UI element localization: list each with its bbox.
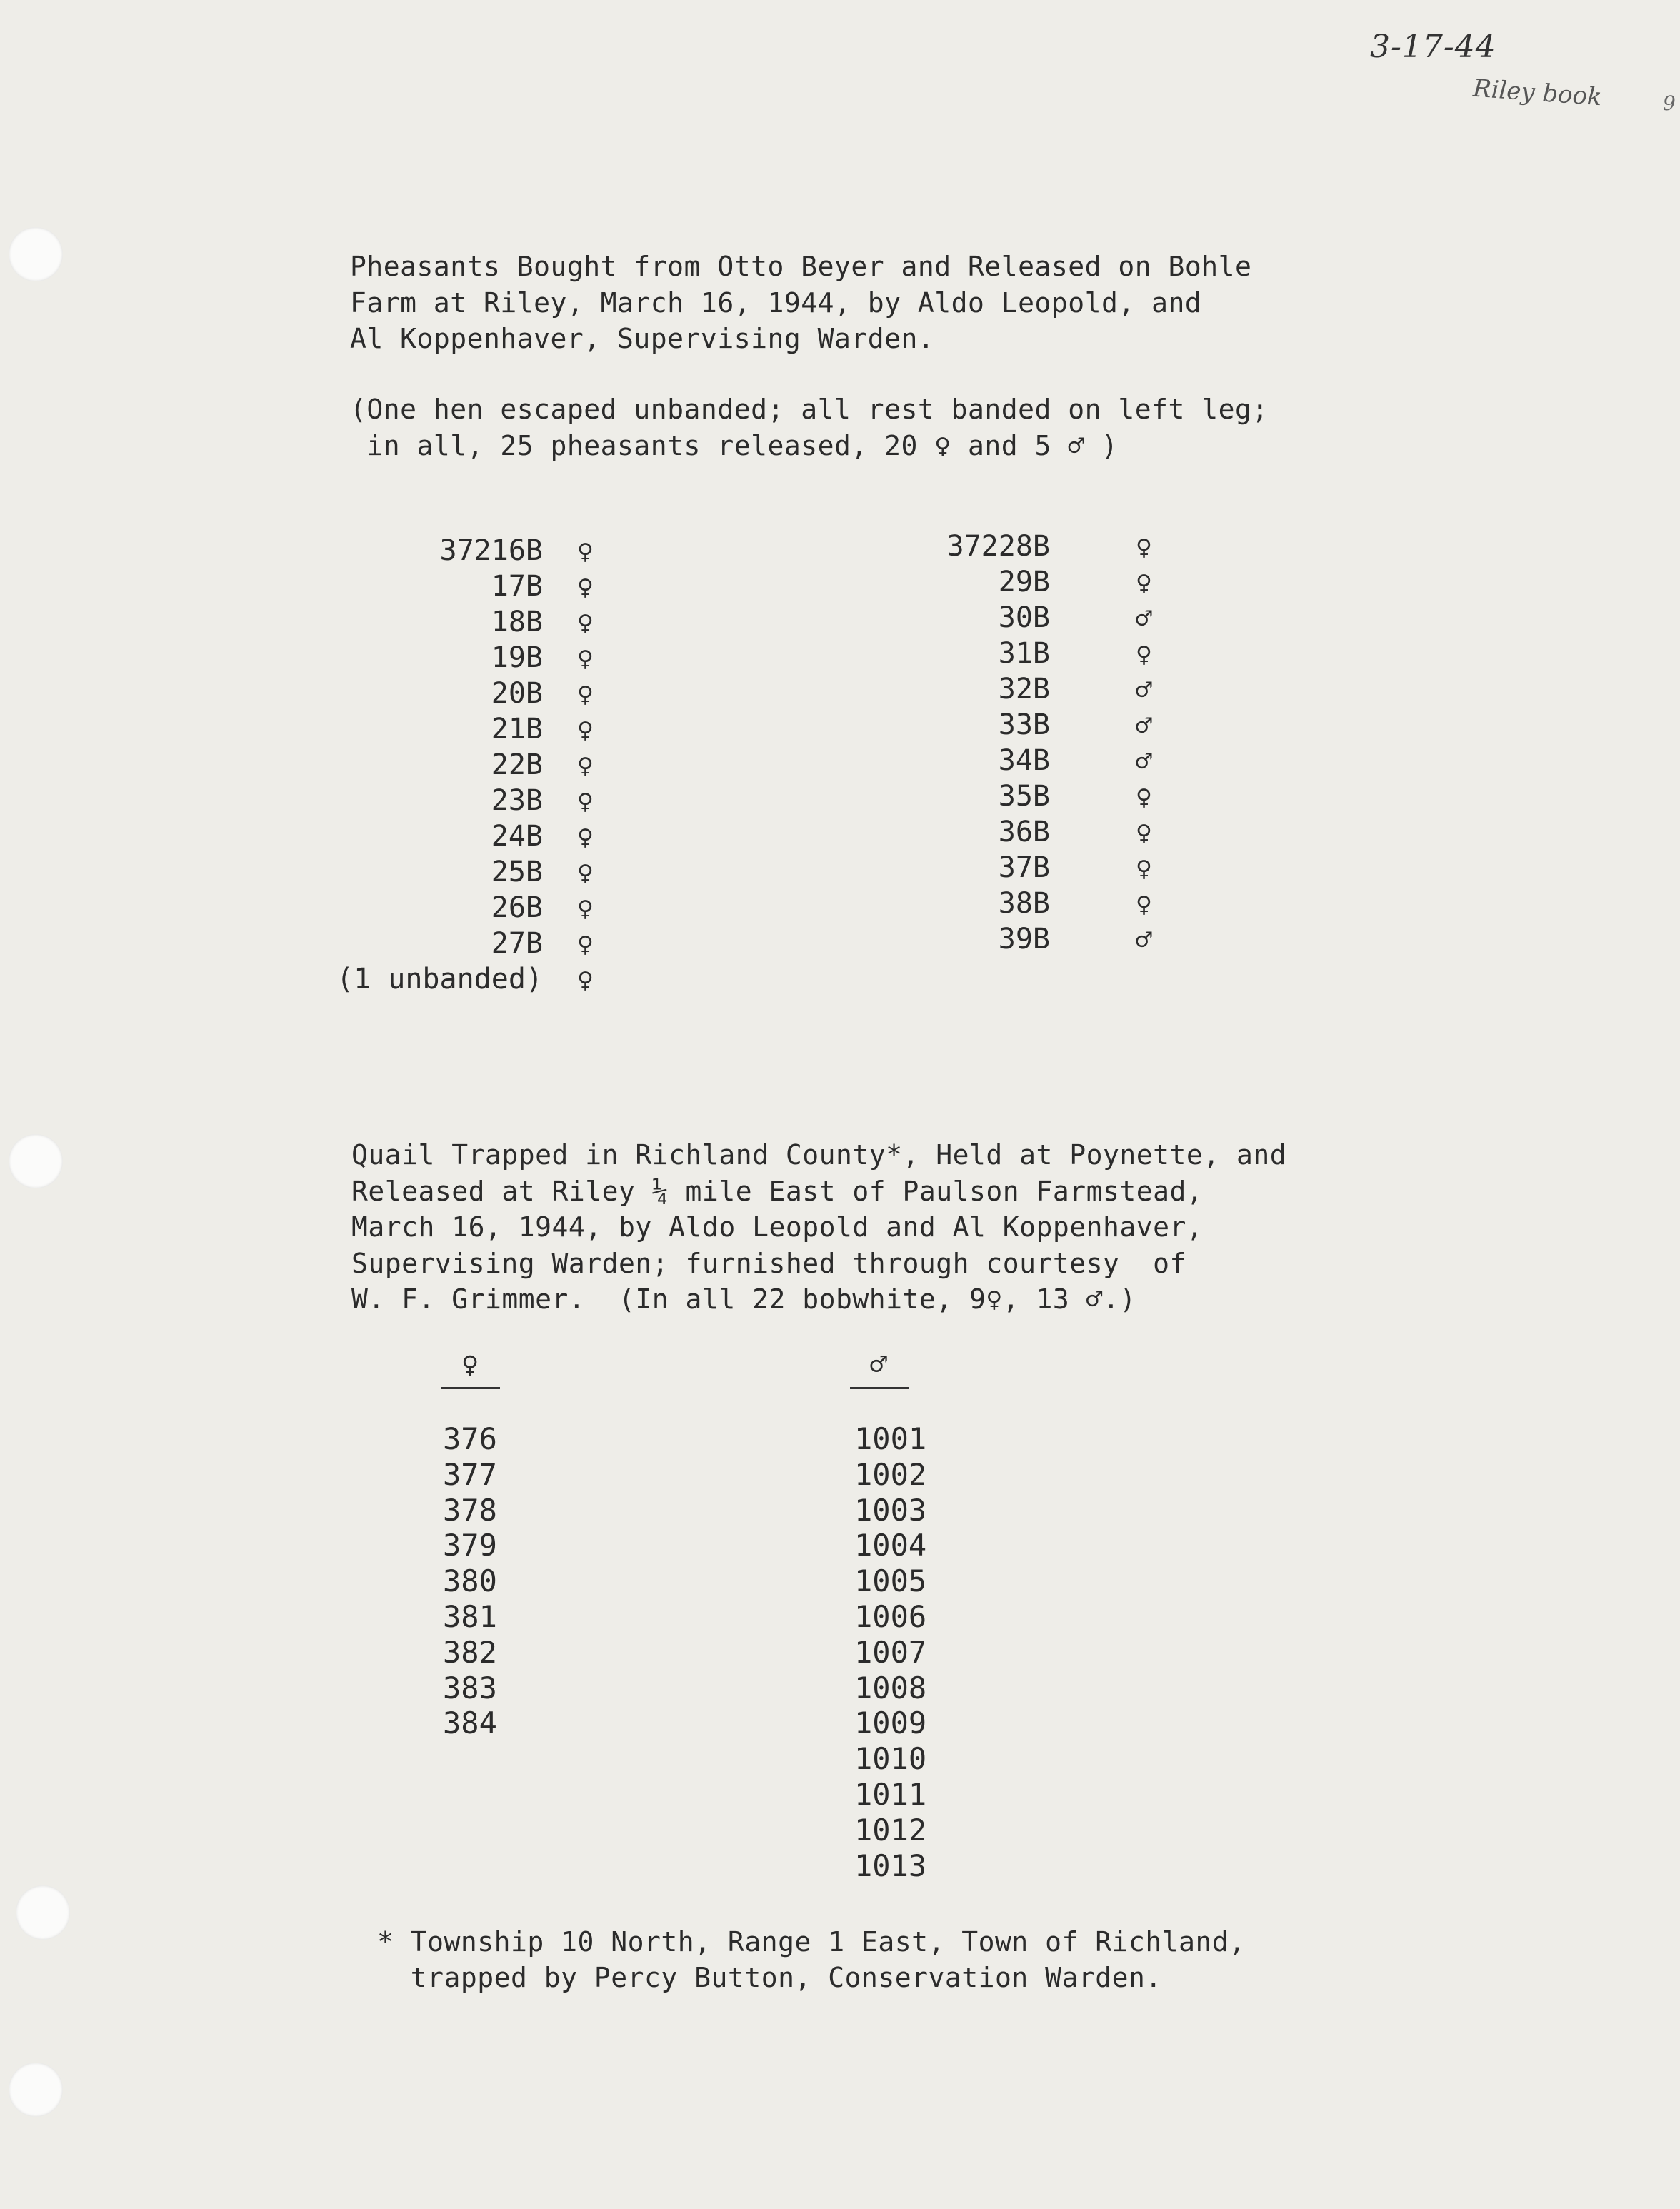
sex-symbol: ♀: [577, 928, 594, 960]
sex-symbol: ♀: [1136, 638, 1152, 670]
band-number: 26B: [491, 891, 543, 924]
band-number: 1004: [854, 1528, 927, 1563]
band-number: 17B: [491, 570, 543, 603]
band-number: 384: [443, 1705, 497, 1741]
heading-line: Quail Trapped in Richland County*, Held at Poynette, and: [351, 1139, 1287, 1171]
band-number: 24B: [491, 820, 543, 853]
sex-symbol: ♀: [577, 643, 594, 674]
sex-symbol: ♀: [577, 536, 594, 567]
sex-symbol: ♀: [577, 893, 594, 924]
band-number: 1009: [854, 1705, 927, 1741]
sex-symbol: ♀: [577, 571, 594, 603]
page-mark: 9: [1663, 91, 1676, 115]
handwritten-date: 3-17-44: [1370, 29, 1496, 65]
band-number: 379: [443, 1528, 497, 1563]
band-number: 376: [443, 1421, 497, 1456]
band-number: 27B: [491, 927, 543, 960]
band-number: 30B: [998, 601, 1050, 634]
female-header-rule: [441, 1387, 500, 1389]
sex-symbol: ♂: [1136, 603, 1152, 634]
band-number: 31B: [998, 637, 1050, 670]
sex-symbol: ♀: [577, 714, 594, 746]
note-line: in all, 25 pheasants released, 20 ♀ and 5 ♂ ): [350, 429, 1119, 461]
heading-line: March 16, 1944, by Aldo Leopold and Al Koppenhaver,: [351, 1211, 1204, 1243]
band-number: 35B: [998, 780, 1050, 813]
quail-heading: [351, 1137, 1286, 1318]
footnote: [377, 1924, 1246, 1995]
band-number: 377: [443, 1456, 497, 1492]
sex-symbol: ♀: [1136, 567, 1152, 598]
heading-line: Released at Riley ¼ mile East of Paulson Farmstead,: [351, 1175, 1204, 1207]
sex-symbol: ♀: [577, 821, 594, 853]
sex-symbol: ♀: [577, 964, 594, 996]
band-number: 36B: [998, 816, 1050, 848]
band-number: 39B: [998, 923, 1050, 956]
band-number: 1006: [854, 1599, 927, 1634]
band-number: 21B: [491, 713, 543, 746]
band-number: 378: [443, 1492, 497, 1528]
sex-symbol: ♀: [577, 857, 594, 888]
sex-symbol: ♂: [1136, 674, 1152, 706]
band-number: 32B: [998, 673, 1050, 706]
punch-hole: [9, 227, 63, 281]
band-number: 20B: [491, 677, 543, 710]
sex-symbol: ♂: [1136, 710, 1152, 741]
sex-symbol: ♂: [1136, 924, 1152, 956]
band-number: 383: [443, 1670, 497, 1705]
band-number: 37B: [998, 851, 1050, 884]
band-number: 382: [443, 1634, 497, 1670]
band-number: 1010: [854, 1741, 927, 1777]
band-number: 1011: [854, 1777, 927, 1812]
heading-line: Farm at Riley, March 16, 1944, by Aldo Leopold, and: [350, 286, 1202, 319]
sex-symbol: ♀: [1136, 817, 1152, 848]
band-number: 25B: [491, 856, 543, 888]
sex-symbol: ♀: [1136, 531, 1152, 563]
band-number: (1 unbanded): [336, 963, 543, 996]
band-number: 37228B: [946, 530, 1050, 563]
heading-line: Supervising Warden; furnished through courtesy of: [351, 1247, 1186, 1279]
band-number: 1003: [854, 1492, 927, 1528]
sex-symbol: ♀: [577, 678, 594, 710]
band-number: 1002: [854, 1456, 927, 1492]
footnote-line: trapped by Percy Button, Conservation Warden.: [377, 1962, 1162, 1993]
band-number: 38B: [998, 887, 1050, 920]
band-number: 1008: [854, 1670, 927, 1705]
heading-line: W. F. Grimmer. (In all 22 bobwhite, 9♀, 13 ♂.): [351, 1283, 1136, 1315]
heading-line: Pheasants Bought from Otto Beyer and Released on Bohle: [350, 251, 1252, 282]
band-number: 33B: [998, 708, 1050, 741]
band-number: 23B: [491, 784, 543, 817]
note-line: (One hen escaped unbanded; all rest banded on left leg;: [350, 394, 1269, 425]
sex-symbol: ♀: [1136, 781, 1152, 813]
band-number: 29B: [998, 566, 1050, 598]
male-column-header: ♂: [869, 1348, 888, 1381]
band-number: 1007: [854, 1634, 927, 1670]
male-header-rule: [850, 1387, 909, 1389]
band-number: 34B: [998, 744, 1050, 777]
punch-hole: [9, 1134, 63, 1188]
punch-hole: [9, 2063, 63, 2117]
band-number: 381: [443, 1599, 497, 1634]
handwritten-note: Riley book: [1471, 74, 1603, 112]
punch-hole: [16, 1885, 70, 1940]
band-number: 19B: [491, 641, 543, 674]
band-number: 1001: [854, 1421, 927, 1456]
band-number: 18B: [491, 606, 543, 638]
female-column-header: ♀: [461, 1348, 479, 1381]
sex-symbol: ♀: [1136, 888, 1152, 920]
sex-symbol: ♀: [577, 607, 594, 638]
band-number: 1012: [854, 1812, 927, 1848]
footnote-line: * Township 10 North, Range 1 East, Town of Richland,: [377, 1926, 1246, 1958]
sex-symbol: ♀: [1136, 853, 1152, 884]
pheasant-note: [350, 391, 1269, 464]
band-number: 37216B: [439, 534, 543, 567]
sex-symbol: ♂: [1136, 746, 1152, 777]
band-number: 22B: [491, 748, 543, 781]
band-number: 1013: [854, 1848, 927, 1883]
sex-symbol: ♀: [577, 750, 594, 781]
heading-line: Al Koppenhaver, Supervising Warden.: [350, 323, 935, 354]
pheasant-heading: [350, 249, 1251, 357]
band-number: 380: [443, 1563, 497, 1599]
band-number: 1005: [854, 1563, 927, 1599]
sex-symbol: ♀: [577, 786, 594, 817]
